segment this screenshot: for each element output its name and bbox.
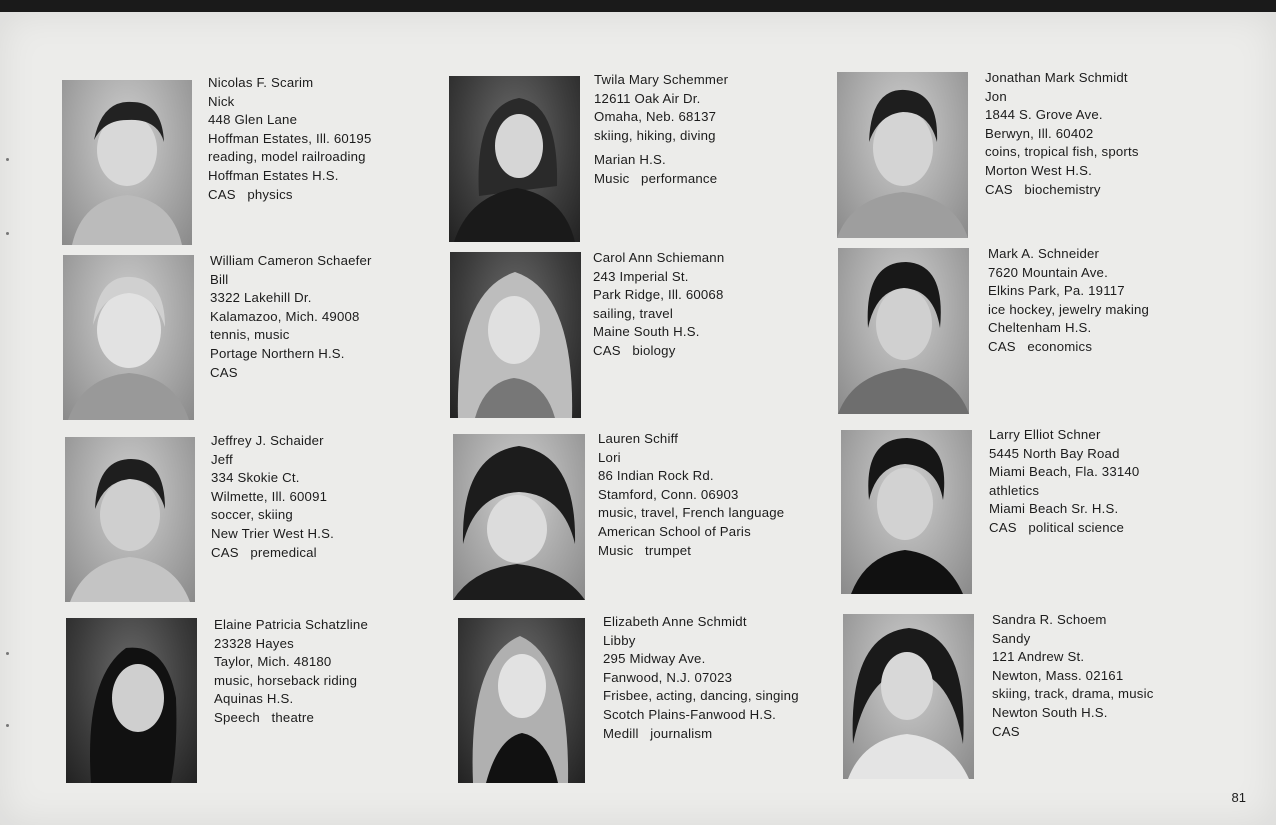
student-college: Medill (603, 725, 639, 741)
student-info (208, 74, 372, 204)
student-high-school: Morton West H.S. (985, 162, 1093, 178)
student-college: CAS (210, 364, 238, 380)
student-city: Wilmette, Ill. 60091 (211, 488, 328, 504)
student-major: journalism (650, 725, 713, 741)
student-name: Twila Mary Schemmer (594, 72, 729, 87)
student-info (594, 71, 728, 189)
student-major: trumpet (645, 542, 692, 558)
student-info (985, 69, 1139, 199)
student-info (214, 616, 368, 728)
student-portrait (843, 614, 974, 779)
student-address: 1844 S. Grove Ave. (985, 107, 1103, 123)
student-program (594, 170, 728, 189)
student-high-school: Aquinas H.S. (214, 691, 294, 707)
student-college: CAS (989, 519, 1017, 535)
student-city: Fanwood, N.J. 07023 (603, 669, 733, 685)
student-city: Omaha, Neb. 68137 (594, 109, 717, 125)
student-nickname: Bill (210, 271, 229, 287)
student-nickname: Jon (985, 88, 1007, 104)
student-address: 448 Glen Lane (208, 112, 298, 128)
student-info (210, 252, 372, 382)
student-info (603, 613, 799, 743)
student-portrait (63, 255, 194, 420)
student-high-school: Miami Beach Sr. H.S. (989, 501, 1119, 517)
student-city: Berwyn, Ill. 60402 (985, 125, 1094, 141)
student-address: 86 Indian Rock Rd. (598, 468, 714, 484)
student-portrait (841, 430, 972, 594)
page-number: 81 (1231, 790, 1246, 805)
student-college: Music (594, 170, 630, 186)
student-college: CAS (985, 181, 1013, 197)
student-college: Speech (214, 709, 260, 725)
student-name: Sandra R. Schoem (992, 612, 1107, 627)
spine-mark (6, 158, 9, 161)
student-interests: skiing, hiking, diving (594, 127, 716, 143)
student-name: Carol Ann Schiemann (593, 250, 725, 265)
student-college: CAS (208, 186, 236, 202)
student-address: 121 Andrew St. (992, 649, 1085, 665)
student-major: economics (1027, 338, 1093, 354)
student-major: premedical (250, 544, 317, 560)
student-interests: tennis, music (210, 327, 290, 343)
student-city: Newton, Mass. 02161 (992, 667, 1124, 683)
student-program (211, 544, 334, 563)
student-nickname: Nick (208, 93, 235, 109)
student-portrait (450, 252, 581, 418)
student-portrait (458, 618, 585, 783)
student-interests: soccer, skiing (211, 507, 293, 523)
student-college: CAS (211, 544, 239, 560)
student-address: 23328 Hayes (214, 635, 294, 651)
student-portrait (66, 618, 197, 783)
student-info (992, 611, 1154, 741)
student-program (210, 364, 372, 383)
student-name: Jeffrey J. Schaider (211, 433, 324, 448)
student-major: biology (632, 342, 676, 358)
yearbook-page (0, 12, 1276, 825)
student-nickname: Sandy (992, 630, 1031, 646)
student-city: Stamford, Conn. 06903 (598, 486, 739, 502)
student-city: Park Ridge, Ill. 60068 (593, 287, 724, 303)
student-name: William Cameron Schaefer (210, 253, 372, 268)
student-program (598, 542, 784, 561)
student-portrait (449, 76, 580, 242)
student-college: CAS (992, 723, 1020, 739)
student-info (211, 432, 334, 562)
student-name: Elizabeth Anne Schmidt (603, 614, 747, 629)
student-high-school: American School of Paris (598, 523, 751, 539)
student-address: 12611 Oak Air Dr. (594, 90, 701, 106)
student-nickname: Lori (598, 449, 621, 465)
student-nickname: Libby (603, 632, 636, 648)
student-program (985, 181, 1139, 200)
student-name: Larry Elliot Schner (989, 427, 1101, 442)
student-info (989, 426, 1139, 538)
student-interests: sailing, travel (593, 305, 673, 321)
student-interests: music, travel, French language (598, 505, 785, 521)
student-city: Hoffman Estates, Ill. 60195 (208, 130, 372, 146)
student-city: Taylor, Mich. 48180 (214, 654, 332, 670)
student-interests: ice hockey, jewelry making (988, 301, 1150, 317)
student-major: theatre (271, 709, 314, 725)
student-program (992, 723, 1154, 742)
student-name: Nicolas F. Scarim (208, 75, 314, 90)
student-high-school: Maine South H.S. (593, 324, 700, 340)
spine-mark (6, 652, 9, 655)
student-name: Mark A. Schneider (988, 246, 1100, 261)
spine-mark (6, 232, 9, 235)
student-portrait (838, 248, 969, 414)
student-address: 334 Skokie Ct. (211, 470, 300, 486)
student-program (603, 725, 799, 744)
student-program (593, 342, 724, 361)
student-name: Jonathan Mark Schmidt (985, 70, 1128, 85)
student-interests: Frisbee, acting, dancing, singing (603, 688, 799, 704)
student-high-school: Cheltenham H.S. (988, 320, 1092, 336)
student-nickname: Jeff (211, 451, 233, 467)
student-interests: coins, tropical fish, sports (985, 144, 1139, 160)
student-interests: athletics (989, 482, 1040, 498)
student-major: performance (641, 170, 718, 186)
student-major: biochemistry (1024, 181, 1101, 197)
student-college: CAS (593, 342, 621, 358)
student-address: 295 Midway Ave. (603, 651, 706, 667)
student-address: 243 Imperial St. (593, 268, 689, 284)
student-high-school: Scotch Plains-Fanwood H.S. (603, 706, 777, 722)
student-interests: music, horseback riding (214, 672, 358, 688)
student-city: Kalamazoo, Mich. 49008 (210, 308, 360, 324)
student-program (989, 519, 1139, 538)
student-interests: reading, model railroading (208, 149, 366, 165)
student-info (988, 245, 1149, 357)
student-high-school: Portage Northern H.S. (210, 345, 345, 361)
student-address: 5445 North Bay Road (989, 445, 1120, 461)
student-interests: skiing, track, drama, music (992, 686, 1154, 702)
student-high-school: New Trier West H.S. (211, 525, 334, 541)
student-high-school: Hoffman Estates H.S. (208, 167, 339, 183)
student-name: Lauren Schiff (598, 431, 679, 446)
student-address: 3322 Lakehill Dr. (210, 290, 312, 306)
student-major: physics (247, 186, 293, 202)
student-high-school: Marian H.S. (594, 152, 666, 168)
student-portrait (65, 437, 195, 602)
student-name: Elaine Patricia Schatzline (214, 617, 369, 632)
student-program (988, 338, 1149, 357)
student-major: political science (1028, 519, 1125, 535)
student-program (208, 186, 372, 205)
student-college: CAS (988, 338, 1016, 354)
student-info (598, 430, 784, 560)
student-info (593, 249, 724, 361)
spine-mark (6, 724, 9, 727)
student-city: Miami Beach, Fla. 33140 (989, 464, 1140, 480)
student-city: Elkins Park, Pa. 19117 (988, 283, 1125, 299)
student-address: 7620 Mountain Ave. (988, 264, 1108, 280)
student-portrait (62, 80, 192, 245)
student-portrait (837, 72, 968, 238)
student-high-school: Newton South H.S. (992, 704, 1108, 720)
student-program (214, 709, 368, 728)
student-college: Music (598, 542, 634, 558)
student-portrait (453, 434, 585, 600)
